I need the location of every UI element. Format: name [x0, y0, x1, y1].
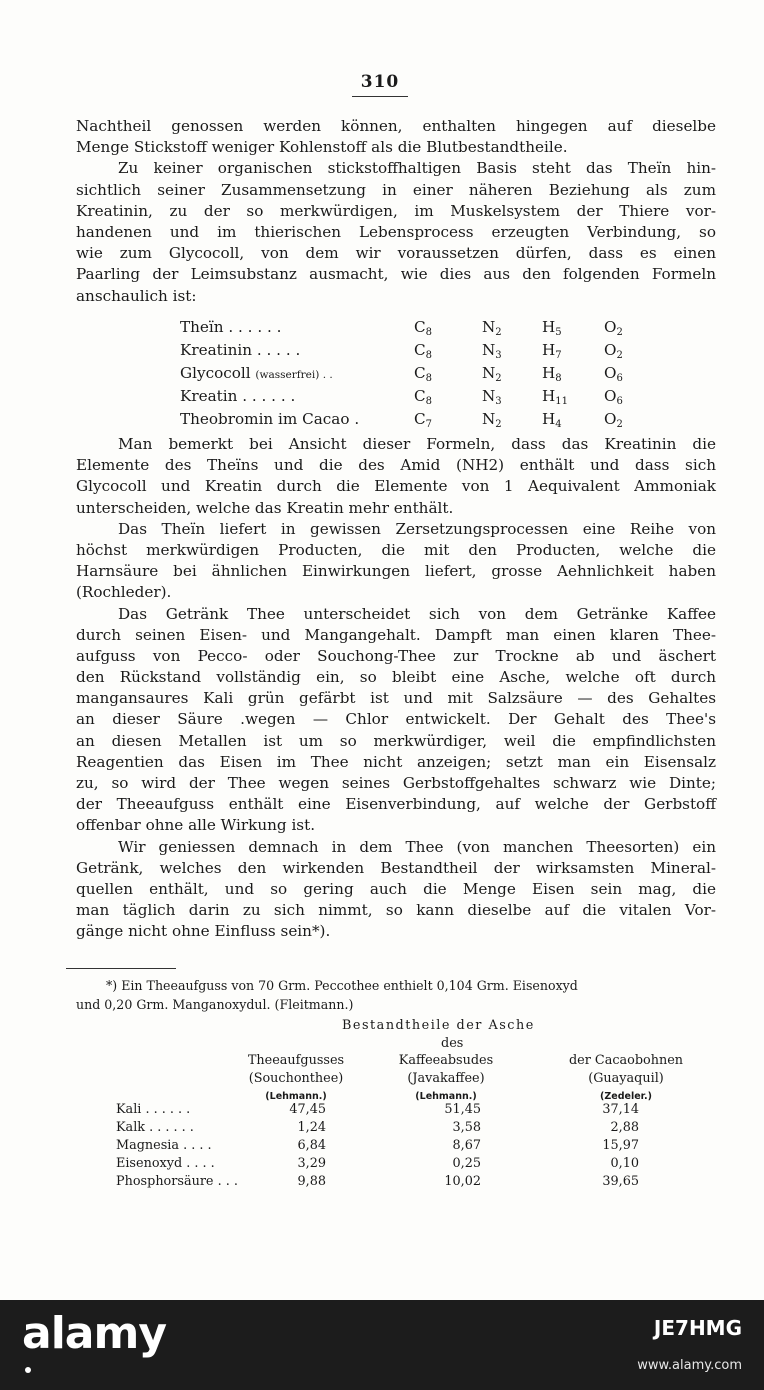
text-line: gänge nicht ohne Einfluss sein*). [76, 922, 331, 941]
text-line: höchst merkwürdigen Producten, die mit den Producten, welche die [76, 540, 716, 559]
footnote-rule [66, 968, 176, 969]
text-line: Man bemerkt bei Ansicht dieser Formeln, dass das Kreatinin die [118, 435, 716, 453]
formula-hydrogen: $H_8$ [542, 364, 562, 384]
text-line: Menge Stickstoff weniger Kohlenstoff als die Blutbestandtheile. [76, 138, 568, 157]
row-label: Kalk . . . . . . [116, 1120, 194, 1135]
text-line: zu, so wird der Thee wegen seines Gerbstoffgehaltes schwarz wie Dinte; [76, 774, 716, 792]
text-line: sichtlich seiner Zusammensetzung in einer näheren Beziehung als zum [76, 180, 716, 199]
cell-value: 3,29 [297, 1156, 326, 1171]
formula-nitrogen: $N_3$ [482, 387, 502, 407]
row-label: Eisenoxyd . . . . [116, 1156, 215, 1171]
site-url: www.alamy.com [637, 1358, 742, 1373]
cell-value: 51,45 [444, 1102, 481, 1117]
text-line: Nachtheil genossen werden können, enthalten hingegen auf dieselbe [76, 117, 716, 135]
formula-oxygen: $O_2$ [604, 341, 623, 361]
formula-row [180, 364, 623, 387]
page-number-rule [352, 96, 408, 97]
page-number: 310 [360, 72, 400, 92]
table-row [116, 1120, 716, 1137]
text-line: der Theeaufguss enthält eine Eisenverbindung, auf welche der Gerbstoff [76, 795, 716, 814]
column-header: Kaffeeabsudes (Javakaffee) (Lehmann.) [398, 1053, 494, 1102]
cell-value: 15,97 [602, 1138, 639, 1153]
text-line: durch seinen Eisen- und Mangangehalt. Dampft man einen klaren Thee- [76, 625, 716, 644]
formula-oxygen: $O_2$ [604, 410, 623, 430]
text-line: unterscheiden, welche das Kreatin mehr enthält. [76, 498, 454, 517]
formula-row [180, 341, 623, 364]
text-line: Das Theïn liefert in gewissen Zersetzungsprocessen eine Reihe von [118, 519, 716, 538]
row-label: Kali . . . . . . [116, 1102, 191, 1117]
cell-value: 8,67 [452, 1138, 481, 1153]
formula-hydrogen: $H_5$ [542, 318, 562, 338]
formula-oxygen: $O_6$ [604, 387, 623, 407]
text-line: an diesen Metallen ist um so merkwürdiger, weil die empfindlichsten [76, 731, 716, 750]
text-line: Getränk, welches den wirkenden Bestandtheil der wirksamsten Mineral- [76, 858, 716, 877]
formula-hydrogen: $H_7$ [542, 341, 562, 361]
text-line: Zu keiner organischen stickstoffhaltigen Basis steht das Theïn hin- [118, 159, 716, 178]
formula-carbon: $C_8$ [414, 318, 432, 338]
cell-value: 10,02 [444, 1174, 481, 1189]
formula-oxygen: $O_6$ [604, 364, 623, 384]
cell-value: 0,25 [452, 1156, 481, 1171]
text-line: Kreatinin, zu der so merkwürdigen, im Muskelsystem der Thiere vor- [76, 201, 716, 220]
text-line: Elemente des Theïns und die des Amid (NH2) enthält und dass sich [76, 456, 716, 475]
formula-nitrogen: $N_2$ [482, 318, 502, 338]
table-row [116, 1174, 716, 1191]
logo-dot-icon [24, 1366, 32, 1374]
formula-name: Glycocoll (wasserfrei) . . [180, 364, 333, 382]
cell-value: 39,65 [602, 1174, 639, 1189]
formula-nitrogen: $N_2$ [482, 364, 502, 384]
cell-value: 0,10 [610, 1156, 639, 1171]
text-line: Reagentien das Eisen im Thee nicht anzeigen; setzt man ein Eisensalz [76, 752, 716, 771]
text-line: mangansaures Kali grün gefärbt ist und mit Salzsäure — des Gehaltes [76, 689, 716, 708]
formula-hydrogen: $H_{11}$ [542, 387, 568, 407]
text-line: Das Getränk Thee unterscheidet sich von dem Getränke Kaffee [118, 604, 716, 623]
row-label: Phosphorsäure . . . [116, 1174, 238, 1189]
formula-name: Theobromin im Cacao . [180, 410, 360, 428]
formula-row [180, 410, 623, 433]
table-subtitle: des [441, 1036, 464, 1051]
cell-value: 3,58 [452, 1120, 481, 1135]
column-header: der Cacaobohnen (Guayaquil) (Zedeler.) [568, 1053, 684, 1102]
text-line: (Rochleder). [76, 583, 172, 602]
table-row [116, 1102, 716, 1119]
formula-nitrogen: $N_2$ [482, 410, 502, 430]
cell-value: 6,84 [297, 1138, 326, 1153]
text-line: Glycocoll und Kreatin durch die Elemente von 1 Aequivalent Ammoniak [76, 477, 716, 496]
table-row [116, 1138, 716, 1155]
formula-carbon: $C_8$ [414, 341, 432, 361]
table-title: Bestandtheile der Asche [342, 1018, 535, 1033]
formula-row [180, 387, 623, 410]
cell-value: 37,14 [602, 1102, 639, 1117]
cell-value: 9,88 [297, 1174, 326, 1189]
formula-table [180, 318, 623, 433]
row-label: Magnesia . . . . [116, 1138, 212, 1153]
text-line: an dieser Säure .wegen — Chlor entwickelt. Der Gehalt des Thee's [76, 710, 716, 729]
formula-row [180, 318, 623, 341]
text-line: Paarling der Leimsubstanz ausmacht, wie dies aus den folgenden Formeln [76, 265, 716, 284]
formula-name: Theïn . . . . . . [180, 318, 282, 336]
image-id: JE7HMG [653, 1316, 742, 1340]
formula-hydrogen: $H_4$ [542, 410, 562, 430]
cell-value: 47,45 [289, 1102, 326, 1117]
formula-oxygen: $O_2$ [604, 318, 623, 338]
formula-nitrogen: $N_3$ [482, 341, 502, 361]
cell-value: 1,24 [297, 1120, 326, 1135]
formula-carbon: $C_8$ [414, 387, 432, 407]
formula-name: Kreatin . . . . . . [180, 387, 296, 405]
cell-value: 2,88 [610, 1120, 639, 1135]
formula-carbon: $C_7$ [414, 410, 432, 430]
footnote-line: *) Ein Theeaufguss von 70 Grm. Peccothee enthielt 0,104 Grm. Eisenoxyd [106, 978, 578, 993]
formula-carbon: $C_8$ [414, 364, 432, 384]
text-line: den Rückstand vollständig ein, so bleibt eine Asche, welche oft durch [76, 668, 716, 687]
formula-name: Kreatinin . . . . . [180, 341, 301, 359]
text-line: quellen enthält, und so gering auch die Menge Eisen sein mag, die [76, 879, 716, 898]
text-line: anschaulich ist: [76, 286, 197, 305]
footnote-line: und 0,20 Grm. Manganoxydul. (Fleitmann.) [76, 997, 354, 1012]
text-line: aufguss von Pecco- oder Souchong-Thee zur Trockne ab und äschert [76, 646, 716, 665]
body-text-bottom [76, 434, 716, 943]
body-text-top [76, 116, 716, 307]
text-line: wie zum Glycocoll, von dem wir voraussetzen dürfen, dass es einen [76, 244, 716, 263]
watermark-banner [0, 1300, 764, 1390]
text-line: handenen und im thierischen Lebensprocess erzeugten Verbindung, so [76, 222, 716, 241]
text-line: Wir geniessen demnach in dem Thee (von manchen Theesorten) ein [118, 837, 716, 856]
text-line: man täglich darin zu sich nimmt, so kann dieselbe auf die vitalen Vor- [76, 901, 716, 920]
alamy-logo: alamy [22, 1308, 166, 1359]
footnote [76, 976, 726, 1014]
text-line: offenbar ohne alle Wirkung ist. [76, 816, 316, 835]
table-row [116, 1156, 716, 1173]
column-header: Theeaufgusses (Souchonthee) (Lehmann.) [247, 1053, 345, 1102]
text-line: Harnsäure bei ähnlichen Einwirkungen liefert, grosse Aehnlichkeit haben [76, 562, 716, 581]
